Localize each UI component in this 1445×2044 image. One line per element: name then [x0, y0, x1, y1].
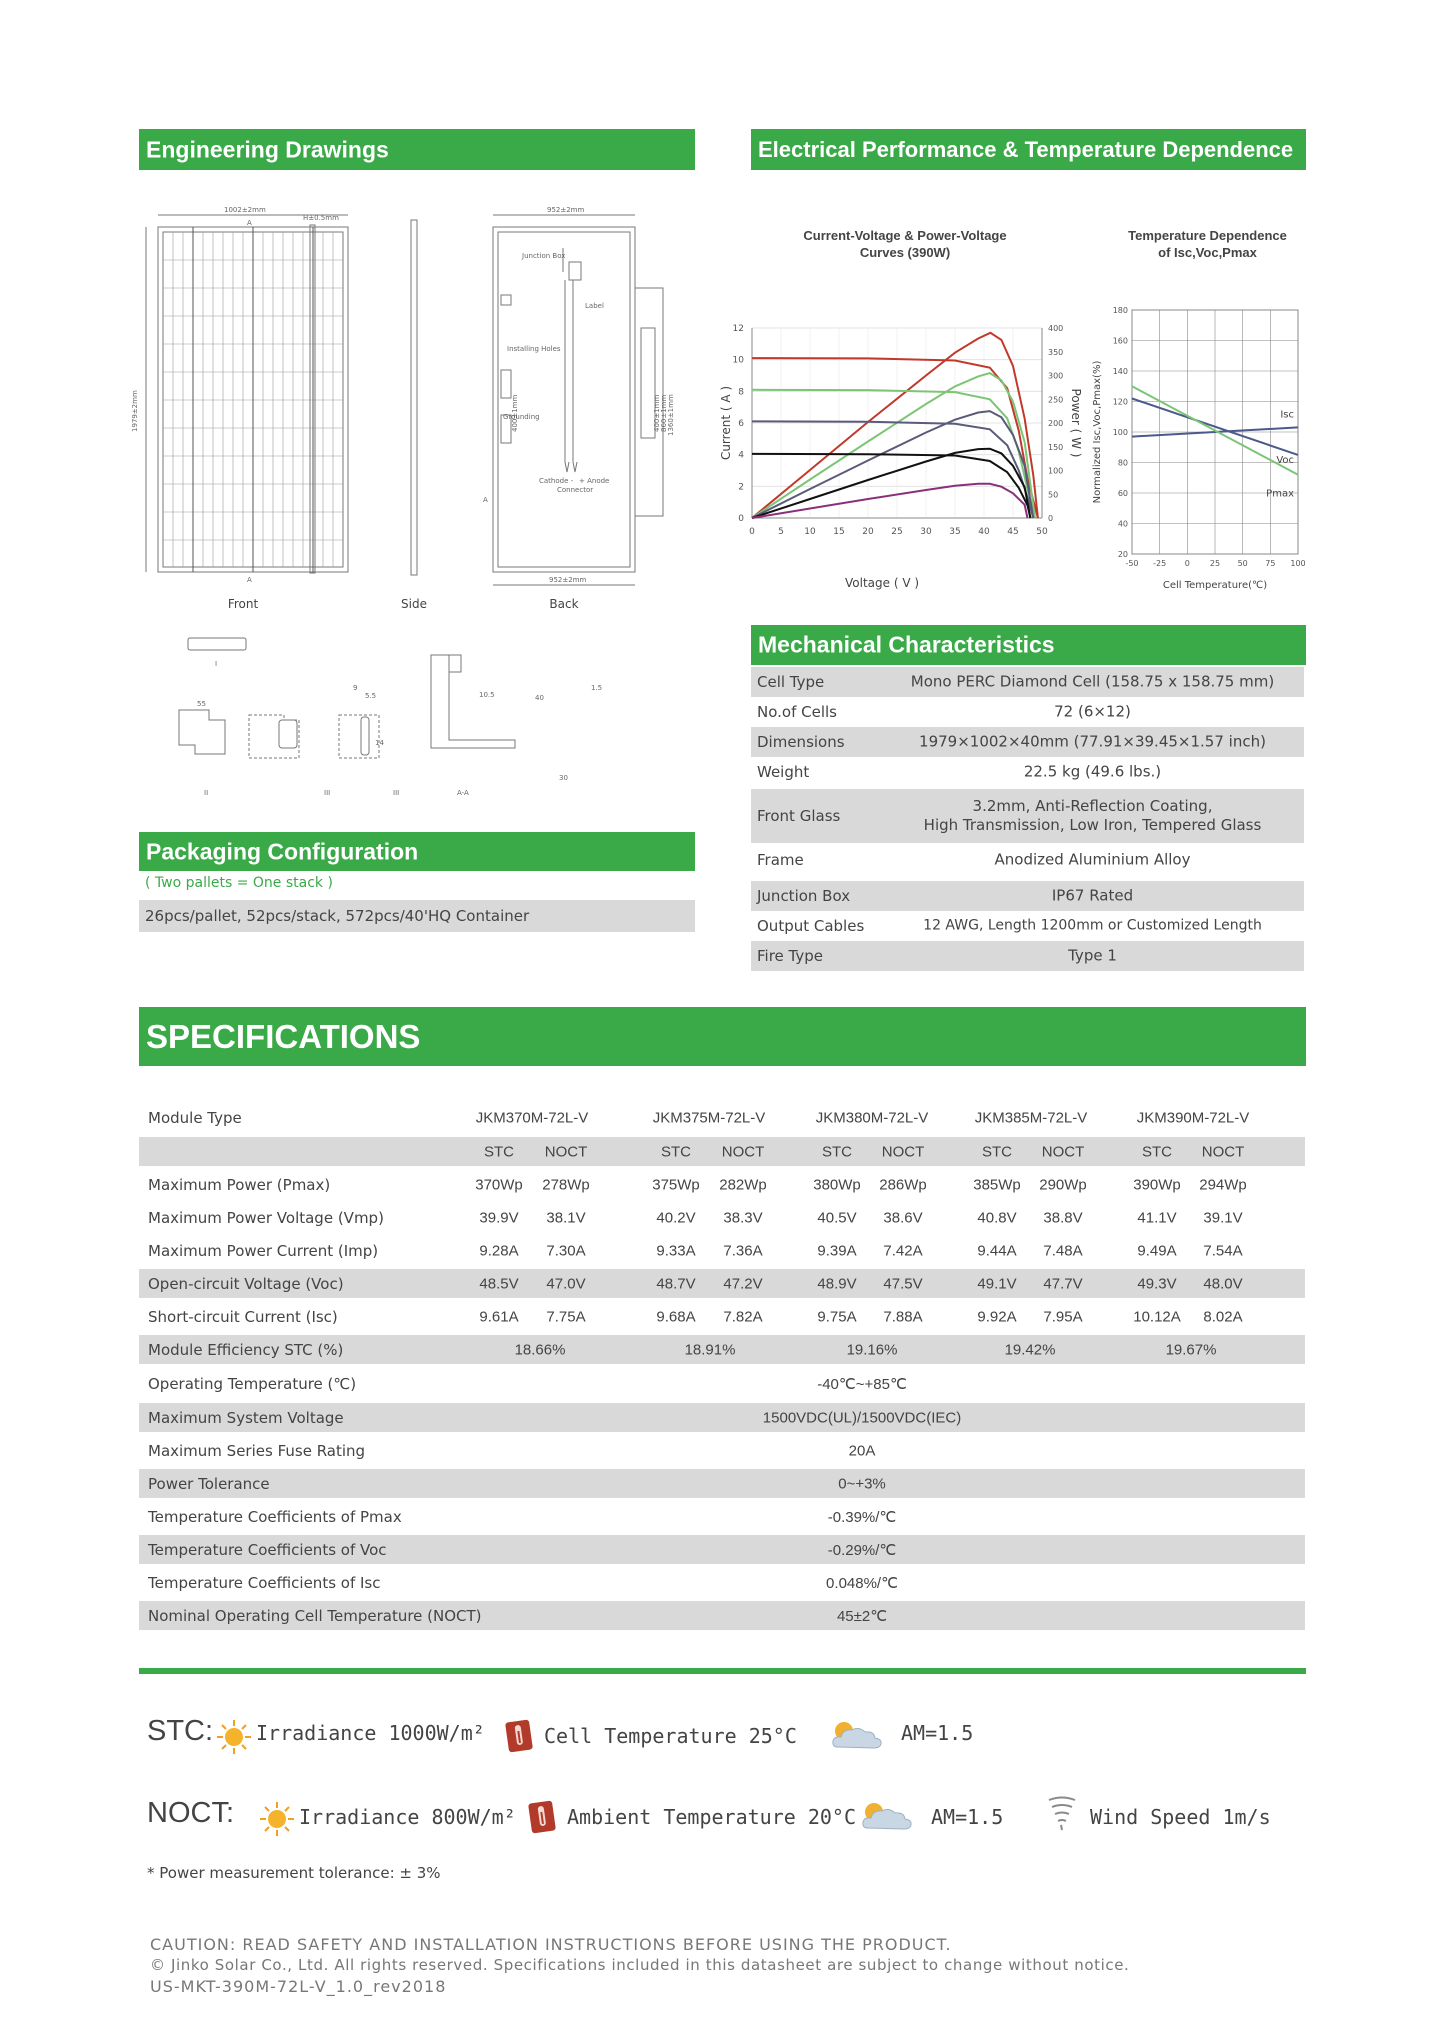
efficiency-value: 19.42%	[1004, 1341, 1056, 1358]
mech-row-fire-type	[751, 941, 1304, 971]
spec-row-imp	[139, 1236, 1305, 1265]
mechanical-title: Mechanical Characteristics	[758, 631, 1055, 658]
mech-value: Mono PERC Diamond Cell (158.75 x 158.75 mm)	[910, 672, 1275, 691]
stc-value: 48.9V	[817, 1275, 857, 1292]
engineering-drawings-header	[139, 129, 695, 170]
temp-y-tick-label: 120	[1112, 397, 1128, 407]
sec-aa-label-2: A-A	[457, 789, 469, 797]
stc-header: STC	[822, 1143, 852, 1160]
spec-value: 45±2℃	[836, 1607, 888, 1625]
iv-y2-tick-label: 200	[1048, 419, 1064, 428]
mech-row-output-cables	[751, 911, 1304, 941]
temp-x-tick-label: 100	[1290, 559, 1306, 568]
electrical-performance-header	[751, 129, 1306, 170]
section-divider	[139, 1668, 1306, 1674]
temp-y-tick-label: 140	[1112, 367, 1128, 376]
spec-key: Maximum Series Fuse Rating	[148, 1441, 366, 1460]
mech-key: Output Cables	[757, 917, 865, 935]
spec-key: Nominal Operating Cell Temperature (NOCT)	[148, 1606, 482, 1625]
stc-header: STC	[661, 1143, 691, 1160]
iv-chart-xlabel: Voltage ( V )	[845, 576, 920, 590]
grounding-label: Grounding	[503, 413, 540, 421]
sun-icon	[258, 1800, 296, 1838]
mech-value: Type 1	[1068, 946, 1117, 965]
model-name: JKM380M-72L-V	[815, 1109, 929, 1126]
mech-row-junction-box	[751, 881, 1304, 911]
noct-value: 286Wp	[879, 1176, 927, 1193]
iv-y-tick-label: 10	[732, 355, 744, 366]
iv-chart-title	[760, 227, 1050, 261]
stc-value: 40.8V	[977, 1209, 1017, 1226]
temp-y-tick-label: 20	[1117, 550, 1128, 559]
mech-value: 22.5 kg (49.6 lbs.)	[1023, 762, 1162, 781]
pv-curve	[752, 411, 1033, 518]
dim-55: 55	[197, 700, 206, 708]
stc-cell-temperature: Cell Temperature 25°C	[544, 1724, 797, 1748]
stc-value: 49.3V	[1137, 1275, 1177, 1292]
iv-x-tick-label: 0	[749, 527, 755, 537]
stc-value: 39.9V	[479, 1209, 519, 1226]
iv-x-tick-label: 50	[1036, 527, 1048, 537]
mech-row-weight	[751, 757, 1304, 787]
iv-chart-title-line1: Current-Voltage & Power-Voltage	[803, 228, 1007, 243]
model-name: JKM390M-72L-V	[1136, 1109, 1250, 1126]
temp-y-tick-label: 60	[1117, 489, 1128, 498]
engineering-drawings	[131, 200, 695, 810]
efficiency-value: 19.16%	[846, 1341, 898, 1358]
copyright-text: © Jinko Solar Co., Ltd. All rights reserved. Specifications included in this datasheet are subject to change without notice.	[150, 1956, 1130, 1974]
spec-row-coef-pmax	[139, 1502, 1305, 1531]
mech-key: Weight	[757, 763, 810, 781]
noct-value: 7.30A	[546, 1242, 586, 1259]
iv-y-tick-label: 6	[738, 419, 744, 429]
mech-key: No.of Cells	[757, 703, 837, 721]
spec-row-module-type	[139, 1103, 1305, 1132]
mech-row-cells	[751, 697, 1304, 727]
efficiency-value: 18.91%	[684, 1341, 736, 1358]
noct-ambient-temperature: Ambient Temperature 20°C	[567, 1805, 856, 1829]
temp-x-tick-label: 25	[1209, 559, 1221, 568]
mark-a-back: A	[483, 496, 488, 504]
stc-value: 48.5V	[479, 1275, 519, 1292]
stc-value: 9.39A	[817, 1242, 857, 1259]
document-id: US-MKT-390M-72L-V_1.0_rev2018	[150, 1977, 447, 1996]
stc-value: 9.75A	[817, 1308, 857, 1325]
temp-y-tick-label: 180	[1112, 306, 1128, 315]
iv-chart	[712, 310, 1092, 600]
noct-value: 7.82A	[723, 1308, 763, 1325]
spec-row-noct	[139, 1601, 1305, 1630]
noct-value: 7.36A	[723, 1242, 763, 1259]
mech-value: 12 AWG, Length 1200mm or Customized Length	[923, 917, 1262, 934]
noct-value: 38.3V	[723, 1209, 763, 1226]
dim-30: 30	[559, 774, 568, 782]
noct-value: 38.1V	[546, 1209, 586, 1226]
mech-value: 72 (6×12)	[1054, 702, 1131, 721]
noct-irradiance: Irradiance 800W/m²	[299, 1805, 516, 1829]
stc-air-mass: AM=1.5	[901, 1721, 974, 1745]
stc-value: 10.12A	[1133, 1308, 1181, 1325]
noct-wind-speed: Wind Speed 1m/s	[1090, 1805, 1271, 1829]
specifications-title: SPECIFICATIONS	[146, 1017, 421, 1055]
pv-curve	[752, 484, 1028, 518]
cathode-label: Cathode -	[539, 477, 574, 485]
dim-400-left: 400±1mm	[511, 394, 519, 432]
spec-key: Temperature Coefficients of Pmax	[148, 1507, 402, 1526]
stc-header: STC	[484, 1143, 514, 1160]
stc-label: STC:	[147, 1715, 214, 1747]
stc-value: 9.44A	[977, 1242, 1017, 1259]
iv-x-tick-label: 35	[949, 527, 961, 537]
electrical-performance-title: Electrical Performance & Temperature Dependence	[758, 136, 1294, 162]
iv-x-tick-label: 15	[833, 527, 845, 537]
noct-value: 7.54A	[1203, 1242, 1243, 1259]
spec-value: -0.39%/℃	[827, 1508, 897, 1526]
temp-y-tick-label: 160	[1112, 336, 1128, 346]
front-width-dim: 1002±2mm	[224, 206, 266, 214]
iv-y2-tick-label: 350	[1048, 347, 1064, 357]
caution-text: CAUTION: READ SAFETY AND INSTALLATION INSTRUCTIONS BEFORE USING THE PRODUCT.	[150, 1935, 952, 1954]
spec-value: 0~+3%	[838, 1475, 886, 1492]
sec-3-label: III	[324, 789, 331, 797]
noct-value: 47.7V	[1043, 1275, 1083, 1292]
iv-y-tick-label: 0	[738, 514, 744, 524]
iv-x-tick-label: 45	[1007, 527, 1019, 537]
packaging-title: Packaging Configuration	[146, 838, 419, 864]
spec-key: Module Type	[148, 1108, 242, 1127]
iv-y-tick-label: 8	[738, 387, 744, 398]
sec-1-label: I	[215, 660, 218, 668]
iv-x-tick-label: 10	[804, 527, 816, 537]
noct-header: NOCT	[881, 1143, 925, 1160]
spec-key: Module Efficiency STC (%)	[148, 1340, 344, 1359]
spec-key: Maximum Power Current (Imp)	[148, 1241, 379, 1260]
dim-40: 40	[535, 694, 544, 702]
noct-value: 38.6V	[883, 1209, 923, 1226]
spec-row-isc	[139, 1302, 1305, 1331]
noct-label: NOCT:	[147, 1797, 234, 1829]
stc-value: 375Wp	[652, 1176, 700, 1193]
model-name: JKM375M-72L-V	[652, 1109, 766, 1126]
iv-y2-axis-label: Power ( W )	[1069, 388, 1083, 458]
iv-chart-title-line2: Curves (390W)	[859, 245, 951, 260]
cloud-icon	[858, 1798, 918, 1834]
back-label: Back	[549, 597, 579, 611]
stc-value: 9.33A	[656, 1242, 696, 1259]
dim-1360: 1360±1mm	[667, 394, 675, 436]
front-height-dim: 1979±2mm	[131, 390, 139, 432]
noct-header: NOCT	[1201, 1143, 1245, 1160]
mark-a-top: A	[247, 219, 252, 227]
iv-y2-tick-label: 300	[1048, 371, 1064, 381]
spec-row-vmp	[139, 1203, 1305, 1232]
noct-value: 290Wp	[1039, 1176, 1087, 1193]
noct-header: NOCT	[721, 1143, 765, 1160]
noct-air-mass: AM=1.5	[931, 1805, 1004, 1829]
stc-value: 49.1V	[977, 1275, 1017, 1292]
dim-5-5: 5.5	[365, 692, 377, 700]
mech-value: 1979×1002×40mm (77.91×39.45×1.57 inch)	[919, 732, 1266, 751]
mech-key: Frame	[757, 851, 804, 869]
mark-a-bottom: A	[247, 576, 252, 584]
cloud-icon	[828, 1717, 888, 1753]
temp-series-label: Voc	[1276, 454, 1294, 466]
spec-key: Operating Temperature (℃)	[148, 1374, 357, 1393]
mech-row-cell-type	[751, 667, 1304, 697]
noct-value: 47.0V	[546, 1275, 586, 1292]
packaging-text: 26pcs/pallet, 52pcs/stack, 572pcs/40'HQ Container	[145, 907, 530, 925]
dim-1-5: 1.5	[591, 684, 603, 692]
iv-x-tick-label: 25	[891, 527, 903, 537]
mech-value-line1: 3.2mm, Anti-Reflection Coating,	[972, 797, 1213, 815]
dim-400-right: 400±1mm	[653, 394, 661, 432]
side-dim: H±0.5mm	[303, 214, 339, 222]
temp-chart-title	[1100, 227, 1315, 261]
mech-value	[881, 797, 1304, 835]
model-name: JKM370M-72L-V	[475, 1109, 589, 1126]
stc-value: 390Wp	[1133, 1176, 1181, 1193]
noct-header: NOCT	[544, 1143, 588, 1160]
sun-icon	[215, 1718, 253, 1756]
noct-value: 7.48A	[1043, 1242, 1083, 1259]
noct-value: 278Wp	[542, 1176, 590, 1193]
iv-y-tick-label: 12	[732, 324, 744, 334]
anode-label: + Anode	[579, 477, 610, 485]
noct-value: 39.1V	[1203, 1209, 1243, 1226]
spec-row-pmax	[139, 1170, 1305, 1199]
iv-y2-tick-label: 400	[1048, 324, 1064, 333]
iv-y2-tick-label: 250	[1048, 395, 1064, 405]
dim-14: 14	[375, 739, 384, 747]
temp-series-label: Pmax	[1266, 488, 1294, 500]
spec-row-system-voltage	[139, 1403, 1305, 1432]
stc-header: STC	[982, 1143, 1012, 1160]
noct-value: 282Wp	[719, 1176, 767, 1193]
stc-value: 9.49A	[1137, 1242, 1177, 1259]
spec-key: Maximum Power (Pmax)	[148, 1175, 331, 1194]
spec-value: -40℃~+85℃	[817, 1375, 907, 1393]
temp-chart	[1090, 300, 1310, 600]
spec-row-voc	[139, 1269, 1305, 1298]
temp-x-tick-label: 0	[1184, 559, 1190, 568]
installing-holes-label: Installing Holes	[507, 345, 561, 353]
label-tag: Label	[585, 302, 604, 310]
stc-irradiance: Irradiance 1000W/m²	[256, 1721, 485, 1745]
model-name: JKM385M-72L-V	[974, 1109, 1088, 1126]
iv-x-tick-label: 30	[920, 527, 932, 537]
wind-icon	[1045, 1792, 1079, 1832]
stc-value: 9.92A	[977, 1308, 1017, 1325]
spec-value: 1500VDC(UL)/1500VDC(IEC)	[762, 1409, 962, 1426]
temp-x-tick-label: -25	[1153, 559, 1167, 568]
temp-chart-title-line1: Temperature Dependence	[1128, 228, 1287, 243]
mech-key: Cell Type	[757, 673, 825, 691]
noct-value: 7.95A	[1043, 1308, 1083, 1325]
spec-key: Power Tolerance	[148, 1474, 270, 1493]
temp-series-label: Isc	[1280, 409, 1294, 421]
temp-y-tick-label: 40	[1117, 519, 1128, 529]
stc-value: 370Wp	[475, 1176, 523, 1193]
connector-label: Connector	[557, 486, 594, 494]
thermometer-icon	[526, 1798, 558, 1836]
stc-value: 9.28A	[479, 1242, 519, 1259]
engineering-drawings-title: Engineering Drawings	[146, 136, 389, 162]
noct-value: 294Wp	[1199, 1176, 1247, 1193]
iv-y-tick-label: 2	[738, 482, 744, 493]
noct-value: 48.0V	[1203, 1275, 1243, 1292]
noct-value: 47.5V	[883, 1275, 923, 1292]
mech-row-frame	[751, 845, 1304, 875]
temp-x-tick-label: -50	[1125, 559, 1139, 568]
spec-value: -0.29%/℃	[827, 1541, 897, 1559]
iv-y2-tick-label: 0	[1048, 514, 1054, 523]
noct-value: 7.75A	[546, 1308, 586, 1325]
dim-9: 9	[353, 684, 358, 692]
spec-value: 20A	[848, 1442, 876, 1459]
temp-x-tick-label: 75	[1265, 559, 1276, 568]
stc-value: 48.7V	[656, 1275, 696, 1292]
packaging-note: ( Two pallets = One stack )	[145, 875, 333, 891]
mech-key: Junction Box	[757, 887, 851, 905]
spec-key: Temperature Coefficients of Isc	[148, 1573, 381, 1592]
dim-10-5: 10.5	[479, 691, 495, 699]
temp-y-tick-label: 100	[1112, 428, 1128, 437]
mechanical-header	[751, 625, 1306, 665]
stc-value: 9.61A	[479, 1308, 519, 1325]
spec-row-stc-noct	[139, 1137, 1305, 1166]
noct-value: 47.2V	[723, 1275, 763, 1292]
spec-key: Open-circuit Voltage (Voc)	[148, 1274, 344, 1293]
packaging-header	[139, 832, 695, 871]
stc-header: STC	[1142, 1143, 1172, 1160]
mech-value-line2: High Transmission, Low Iron, Tempered Glass	[923, 816, 1262, 834]
thermometer-icon	[503, 1717, 535, 1755]
back-width-dim: 952±2mm	[547, 206, 585, 214]
iv-x-tick-label: 40	[978, 527, 990, 537]
noct-header: NOCT	[1041, 1143, 1085, 1160]
mech-row-front-glass	[751, 789, 1304, 843]
spec-key: Short-circuit Current (Isc)	[148, 1307, 338, 1326]
iv-y-tick-label: 4	[738, 450, 744, 461]
iv-y2-tick-label: 100	[1048, 466, 1064, 476]
stc-value: 41.1V	[1137, 1209, 1177, 1226]
spec-row-power-tolerance	[139, 1469, 1305, 1498]
mech-key: Dimensions	[757, 733, 845, 751]
back-bottom-dim: 952±2mm	[549, 576, 587, 584]
stc-value: 385Wp	[973, 1176, 1021, 1193]
stc-value: 40.5V	[817, 1209, 857, 1226]
iv-y2-tick-label: 150	[1048, 442, 1064, 452]
mech-value: IP67 Rated	[1051, 886, 1134, 905]
temp-x-axis-label: Cell Temperature(℃)	[1162, 580, 1268, 591]
spec-row-coef-voc	[139, 1535, 1305, 1564]
spec-row-fuse-rating	[139, 1436, 1305, 1465]
dim-860: 860±1mm	[660, 394, 668, 432]
spec-row-coef-isc	[139, 1568, 1305, 1597]
iv-y2-tick-label: 50	[1048, 490, 1059, 500]
spec-row-operating-temp	[139, 1369, 1305, 1398]
mech-key: Fire Type	[757, 947, 823, 965]
iv-y-axis-label: Current ( A )	[719, 385, 733, 461]
spec-key: Maximum System Voltage	[148, 1408, 344, 1427]
stc-value: 40.2V	[656, 1209, 696, 1226]
temp-y-tick-label: 80	[1117, 458, 1128, 468]
efficiency-value: 18.66%	[514, 1341, 566, 1358]
iv-x-tick-label: 20	[862, 527, 874, 537]
noct-value: 7.42A	[883, 1242, 923, 1259]
mech-key: Front Glass	[757, 807, 841, 825]
packaging-row	[139, 900, 695, 932]
noct-value: 38.8V	[1043, 1209, 1083, 1226]
sec-2-label: II	[204, 789, 209, 797]
noct-value: 7.88A	[883, 1308, 923, 1325]
front-label: Front	[227, 597, 259, 611]
sec-aa-label: III	[393, 789, 400, 797]
temp-y-axis-label: Normalized Isc,Voc,Pmax(%)	[1092, 360, 1103, 504]
spec-value: 0.048%/℃	[826, 1574, 898, 1592]
specifications-header	[139, 1007, 1306, 1066]
side-label: Side	[401, 597, 427, 611]
stc-value: 9.68A	[656, 1308, 696, 1325]
temp-chart-title-line2: of Isc,Voc,Pmax	[1158, 245, 1257, 260]
temp-x-tick-label: 50	[1237, 559, 1248, 568]
efficiency-value: 19.67%	[1165, 1341, 1217, 1358]
power-tolerance-note: * Power measurement tolerance: ± 3%	[147, 1864, 441, 1882]
junction-box-label: Junction Box	[522, 252, 566, 260]
spec-key: Maximum Power Voltage (Vmp)	[148, 1208, 384, 1227]
iv-x-tick-label: 5	[778, 527, 784, 537]
mech-value: Anodized Aluminium Alloy	[994, 850, 1191, 869]
mech-row-dimensions	[751, 727, 1304, 757]
spec-row-efficiency	[139, 1335, 1305, 1364]
stc-value: 380Wp	[813, 1176, 861, 1193]
noct-value: 8.02A	[1203, 1308, 1243, 1325]
spec-key: Temperature Coefficients of Voc	[148, 1540, 387, 1559]
